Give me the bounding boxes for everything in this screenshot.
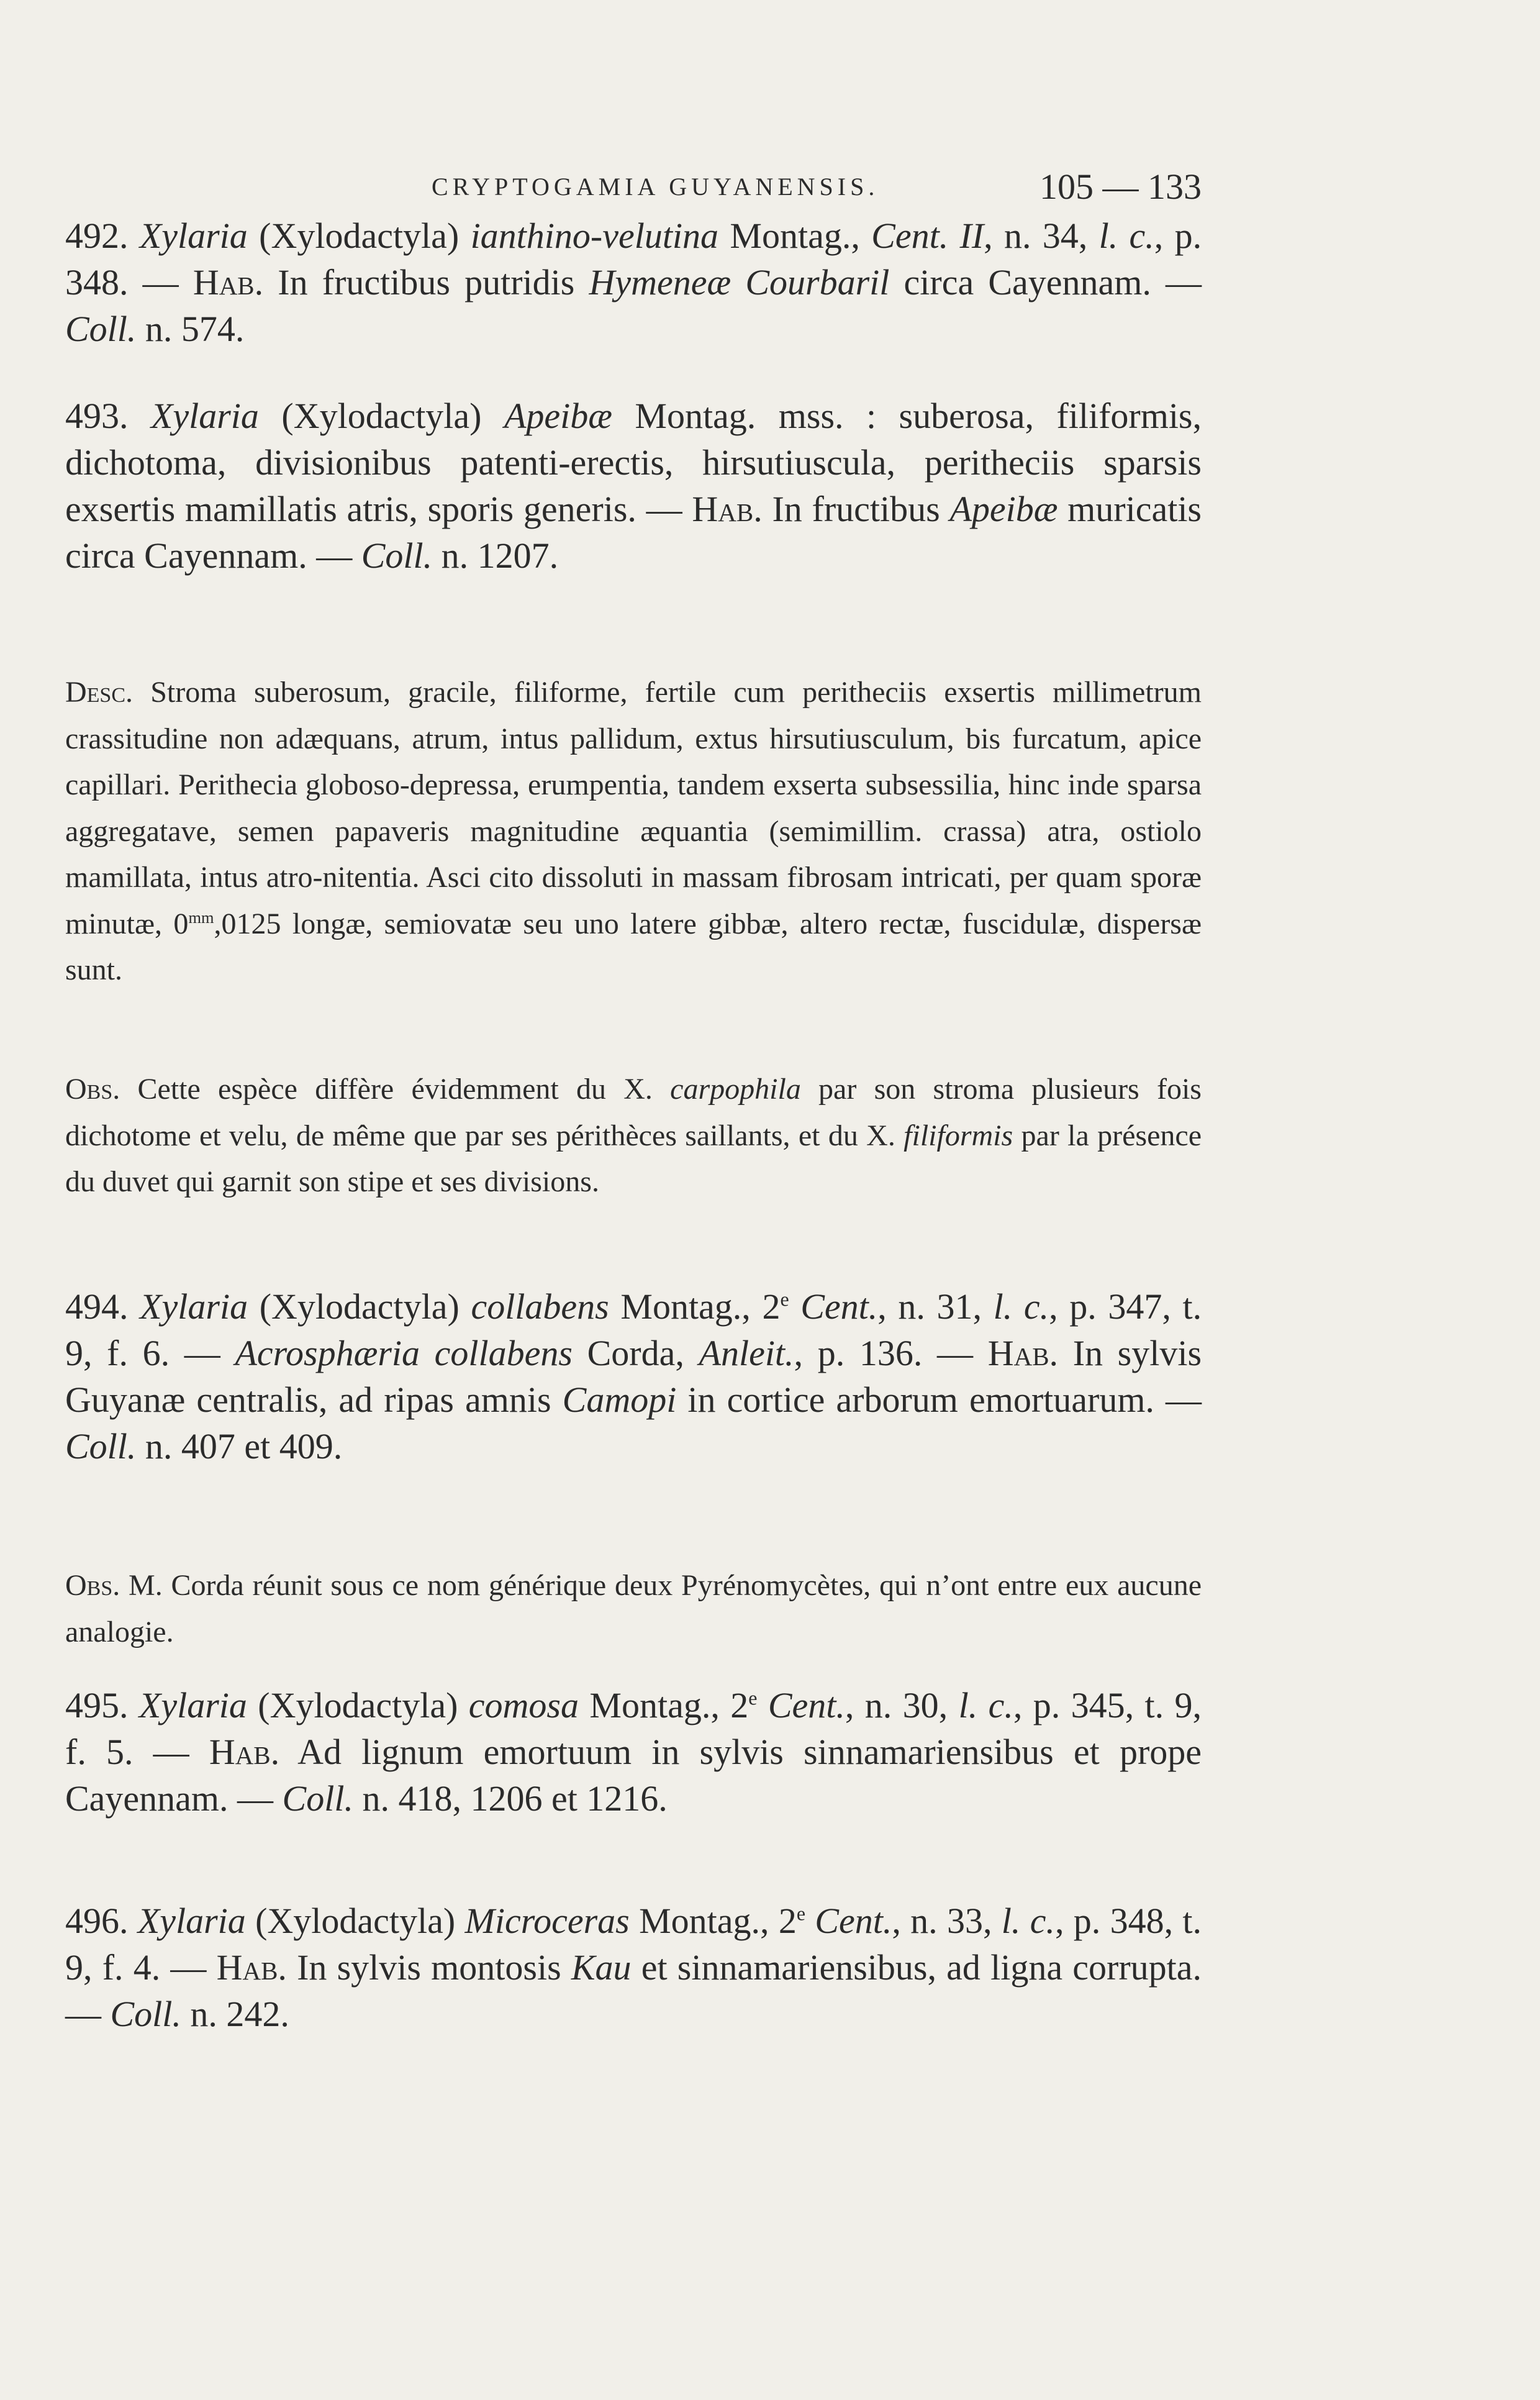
- entry-number: 494.: [65, 1286, 129, 1327]
- host: Apeibæ: [949, 489, 1058, 529]
- synonym-pages: , p. 136. —: [794, 1333, 974, 1373]
- coll-label: Coll.: [65, 1426, 137, 1466]
- obs-italic: carpophila: [670, 1073, 801, 1106]
- host: Camopi: [562, 1380, 677, 1420]
- reference-number: 2: [762, 1286, 781, 1327]
- desc-label: Desc.: [65, 676, 134, 709]
- description-text: Stroma suberosum, gracile, filiforme, fertile cum peritheciis exsertis millimetrum crassitudine non adæquans, atrum, intus pallidum, extus hirsutiusculum, bis furcatum, apice capillari. Perithecia globoso-depressa, erumpentia, tandem exserta subsessilia, hinc inde sparsa aggregatave, semen papaveris magnitudine æquantia (semimillim. crassa) atra, ostiolo mamillata, intus atro-nitentia. Asci cito dissoluti in massam fibrosam intricati, per quam sporæ minutæ, 0: [65, 676, 1202, 940]
- diagnosis: suberosa, filiformis, dichotoma, divisionibus patenti-erectis, hirsutiuscula, peritheciis sparsis exsertis mamillatis atris, sporis generis. —: [65, 396, 1202, 529]
- entry-493: [65, 393, 1202, 579]
- habitat-cont: circa Cayennam. —: [889, 262, 1202, 302]
- habitat: In sylvis Guyanæ centralis, ad ripas amnis: [65, 1333, 1202, 1420]
- entry-number: 493.: [65, 396, 129, 436]
- pages: , p. 348. —: [65, 216, 1202, 302]
- habitat: In fructibus putridis: [263, 262, 575, 302]
- genus: Xylaria: [140, 1286, 248, 1327]
- habitat: In fructibus: [762, 489, 940, 529]
- pages: , p. 347, t. 9, f. 6. —: [65, 1286, 1202, 1373]
- genus: Xylaria: [138, 1685, 247, 1725]
- host: Kau: [571, 1947, 632, 1988]
- page-number: 105 — 133: [1040, 166, 1202, 207]
- reference-rest: , n. 30,: [845, 1685, 948, 1725]
- genus: Xylaria: [137, 1901, 246, 1941]
- reference-work: Cent.: [815, 1901, 892, 1941]
- hab-label: Hab.: [692, 489, 763, 529]
- hab-label: Hab.: [216, 1947, 287, 1988]
- synonym-author: Corda,: [572, 1333, 684, 1373]
- observation-493: [65, 1066, 1202, 1206]
- entry-492: [65, 212, 1202, 352]
- reference-superscript: e: [748, 1687, 758, 1709]
- reference-number: 2: [730, 1685, 749, 1725]
- collection-numbers: n. 574.: [136, 309, 245, 349]
- host: Hymeneæ Courbaril: [589, 262, 890, 302]
- reference-rest: , n. 34,: [984, 216, 1088, 256]
- hab-label: Hab.: [987, 1333, 1059, 1373]
- entry-number: 495.: [65, 1685, 129, 1725]
- hab-label: Hab.: [192, 262, 264, 302]
- species: comosa: [468, 1685, 579, 1725]
- habitat: Ad lignum emortuum in sylvis sinnamariensibus et prope Cayennam. —: [65, 1732, 1202, 1819]
- obs-text: M. Corda réunit sous ce nom générique deux Pyrénomycètes, qui n’ont entre eux aucune analogie.: [65, 1569, 1202, 1648]
- loc-cit: l. c.: [958, 1685, 1013, 1725]
- habitat-cont: in cortice arborum emortuarum. —: [676, 1380, 1202, 1420]
- loc-cit: l. c.: [1098, 216, 1154, 256]
- reference-work: Cent. II: [871, 216, 984, 256]
- pages: , p. 348, t. 9, f. 4. —: [65, 1901, 1202, 1988]
- reference-superscript: e: [780, 1288, 789, 1311]
- species: Apeibæ: [504, 396, 612, 436]
- description-text-cont: ,0125 longæ, semiovatæ seu uno latere gibbæ, altero rectæ, fuscidulæ, dispersæ sunt.: [65, 907, 1202, 986]
- author: Montag.,: [620, 1286, 751, 1327]
- loc-cit: l. c.: [993, 1286, 1049, 1327]
- reference-superscript: e: [796, 1902, 805, 1925]
- obs-label: Obs.: [65, 1073, 120, 1106]
- hab-label: Hab.: [209, 1732, 280, 1772]
- collection-numbers: n. 418, 1206 et 1216.: [353, 1778, 668, 1819]
- species: collabens: [471, 1286, 609, 1327]
- obs-text-cont: par son stroma plusieurs fois dichotome et velu, de même que par ses périthèces saillants, et du X.: [65, 1073, 1202, 1152]
- synonym: Acrosphæria collabens: [235, 1333, 573, 1373]
- species: ianthino-velutina: [470, 216, 719, 256]
- reference-rest: , n. 31,: [877, 1286, 982, 1327]
- coll-label: Coll.: [65, 309, 137, 349]
- reference-work: Cent.: [800, 1286, 878, 1327]
- entry-496: [65, 1898, 1202, 2037]
- reference-number: 2: [778, 1901, 797, 1941]
- author: Montag.,: [589, 1685, 720, 1725]
- observation-494: [65, 1563, 1202, 1655]
- pages: , p. 345, t. 9, f. 5. —: [65, 1685, 1202, 1772]
- unit-superscript: mm: [188, 907, 214, 927]
- coll-label: Coll.: [361, 535, 433, 576]
- collection-numbers: n. 242.: [181, 1994, 289, 2034]
- author: Montag. mss. :: [635, 396, 877, 436]
- habitat: In sylvis montosis: [286, 1947, 561, 1988]
- obs-label: Obs.: [65, 1569, 120, 1602]
- description-493: [65, 670, 1202, 994]
- author: Montag.,: [730, 216, 860, 256]
- subgenus: (Xylodactyla): [259, 216, 460, 256]
- author: Montag.,: [639, 1901, 769, 1941]
- obs-text-end: par la présence du duvet qui garnit son stipe et ses divisions.: [65, 1119, 1202, 1198]
- subgenus: (Xylodactyla): [258, 1685, 458, 1725]
- collection-numbers: n. 1207.: [432, 535, 559, 576]
- habitat-cont: muricatis circa Cayennam. —: [65, 489, 1202, 576]
- page-header: [65, 165, 1202, 209]
- reference-rest: , n. 33,: [892, 1901, 992, 1941]
- species: Microceras: [464, 1901, 630, 1941]
- entry-495: [65, 1682, 1202, 1822]
- collection-numbers: n. 407 et 409.: [136, 1426, 343, 1466]
- subgenus: (Xylodactyla): [281, 396, 482, 436]
- entry-number: 492.: [65, 216, 129, 256]
- synonym-work: Anleit.: [699, 1333, 794, 1373]
- reference-work: Cent.: [768, 1685, 845, 1725]
- loc-cit: l. c.: [1001, 1901, 1055, 1941]
- habitat-cont: et sinnamariensibus, ad ligna corrupta. —: [65, 1947, 1202, 2034]
- entry-494: [65, 1283, 1202, 1470]
- entry-number: 496.: [65, 1901, 129, 1941]
- genus: Xylaria: [150, 396, 259, 436]
- genus: Xylaria: [139, 216, 248, 256]
- subgenus: (Xylodactyla): [255, 1901, 456, 1941]
- running-title: CRYPTOGAMIA GUYANENSIS.: [432, 173, 879, 201]
- subgenus: (Xylodactyla): [259, 1286, 460, 1327]
- coll-label: Coll.: [282, 1778, 353, 1819]
- coll-label: Coll.: [110, 1994, 181, 2034]
- obs-text: Cette espèce diffère évidemment du X.: [120, 1073, 653, 1106]
- obs-italic: filiformis: [904, 1119, 1013, 1152]
